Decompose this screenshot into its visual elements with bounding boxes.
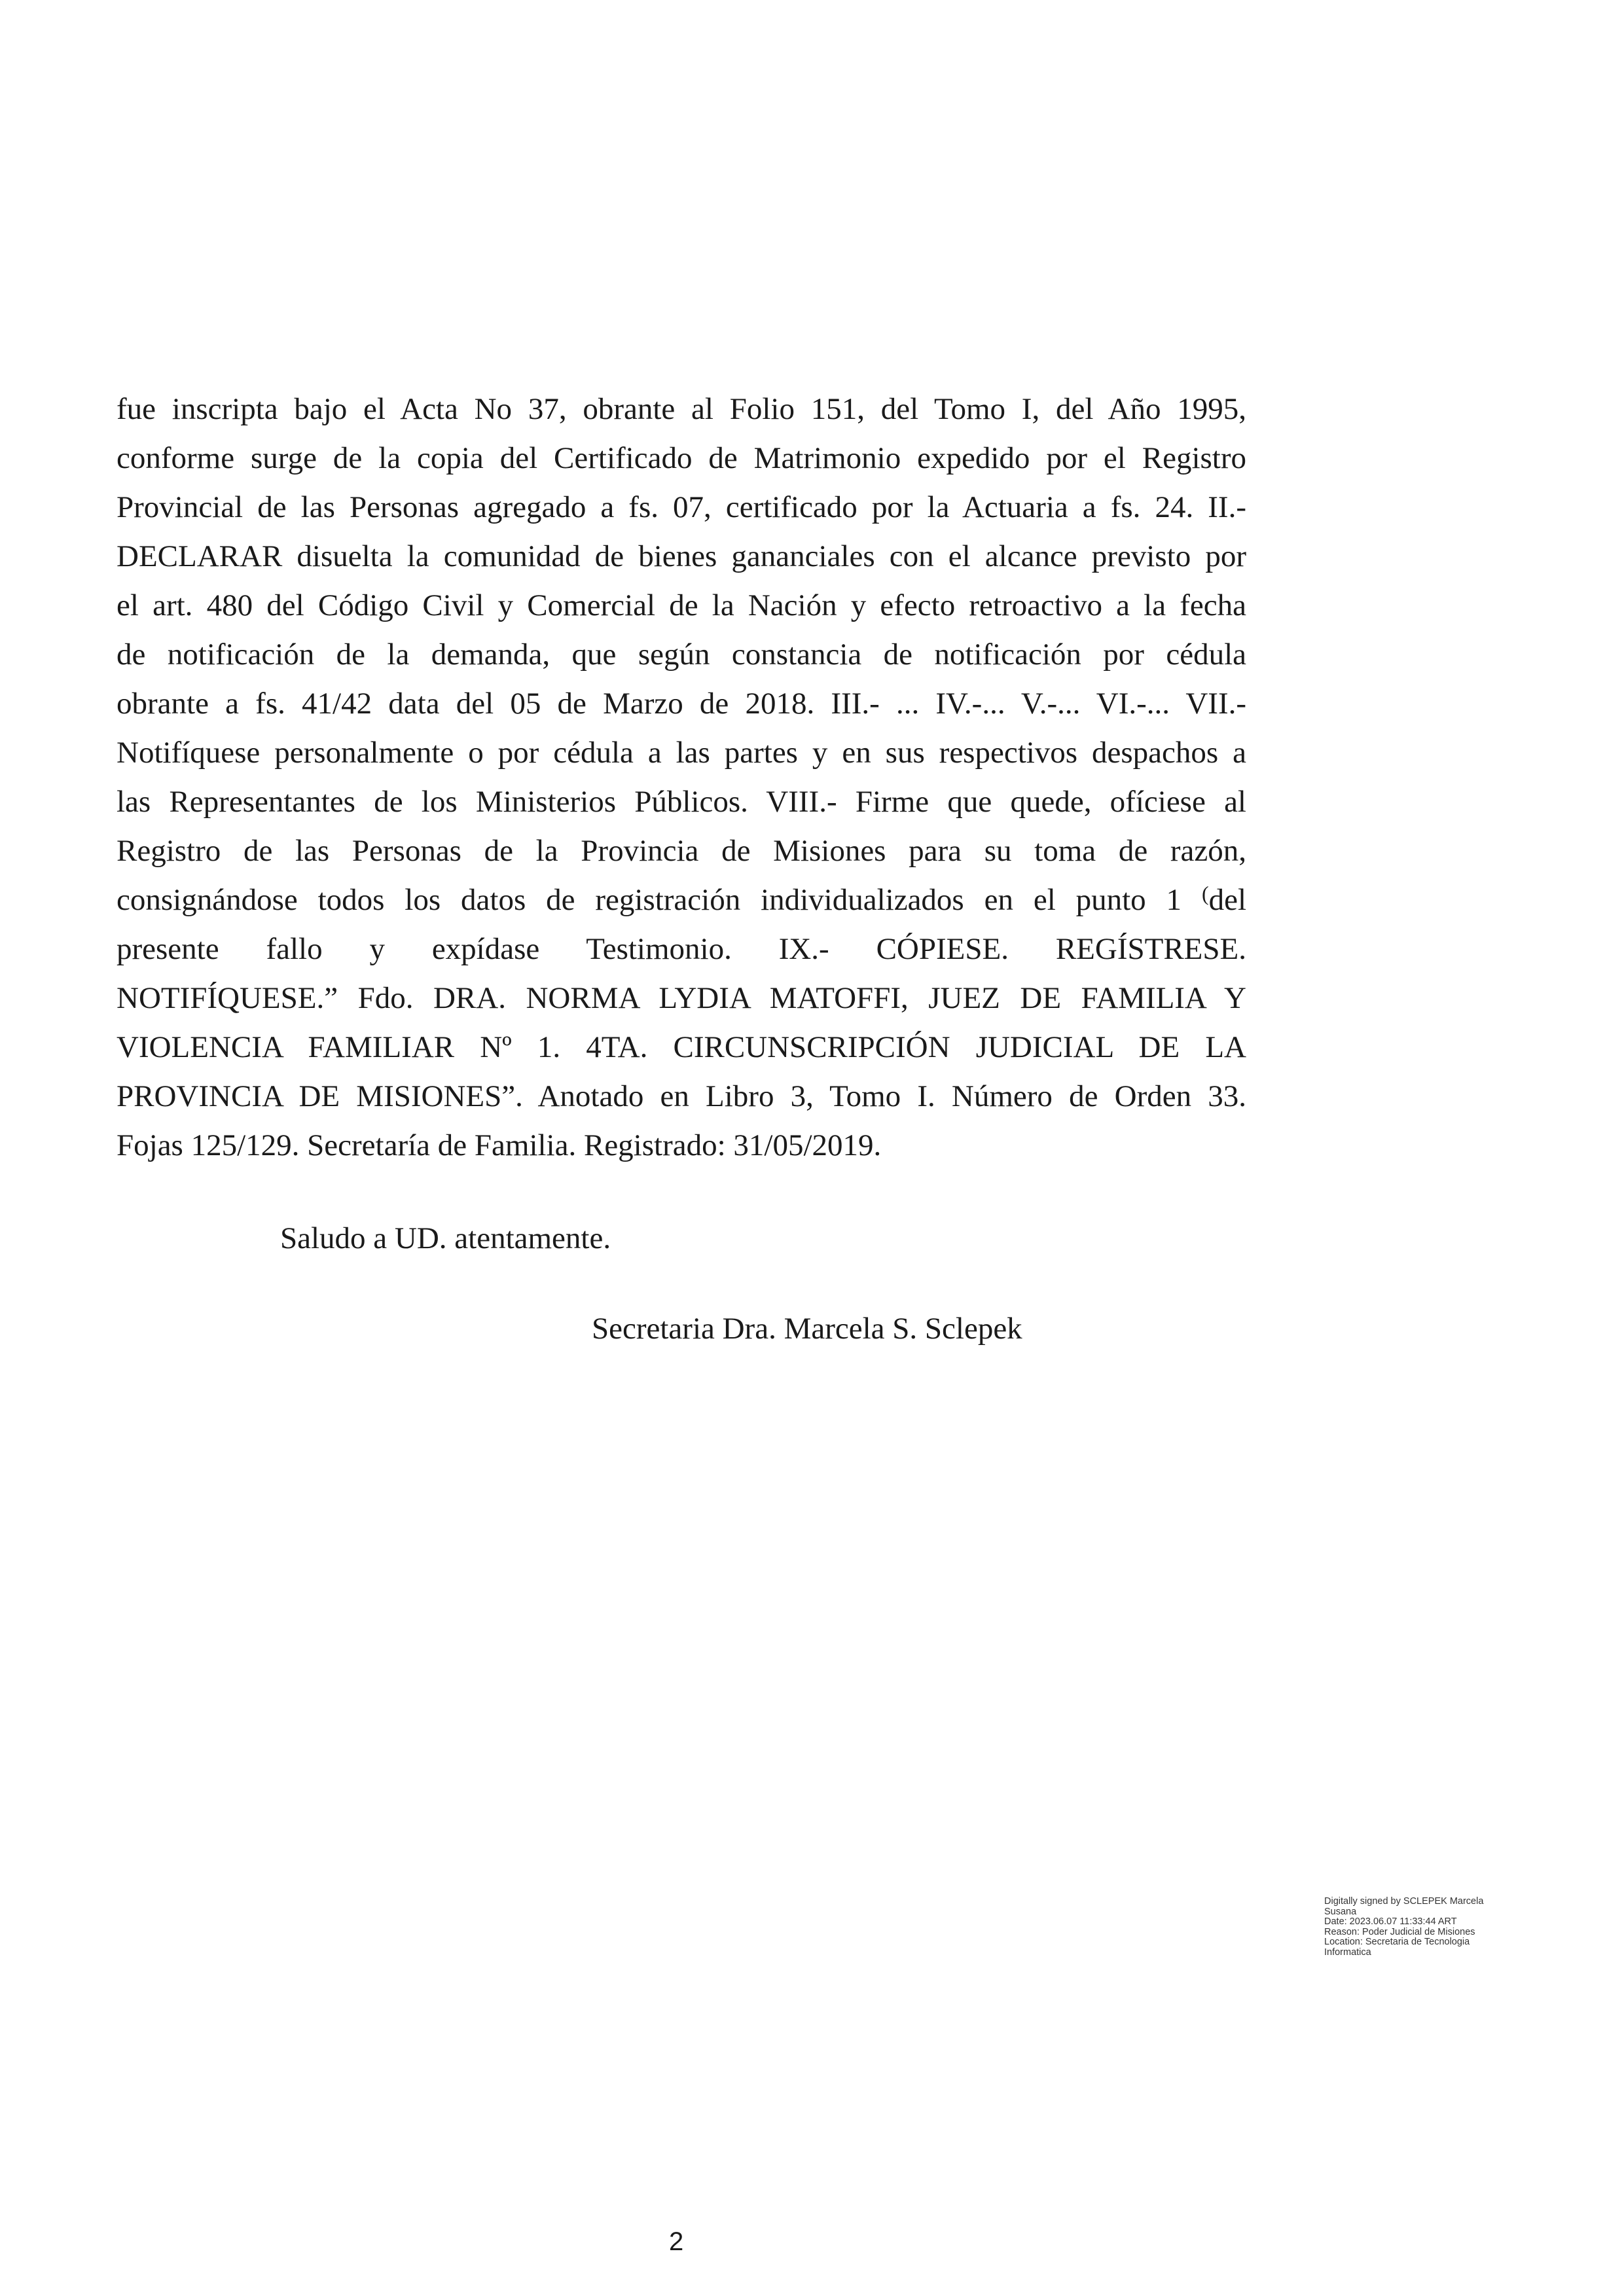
body-line: de notificación de la demanda, que según constancia de notificación por cédula (117, 637, 1246, 672)
body-line: las Representantes de los Ministerios Públicos. VIII.- Firme que quede, ofíciese al (117, 785, 1246, 819)
signer-name: Secretaria Dra. Marcela S. Sclepek (592, 1312, 1022, 1346)
stamp-line: Informatica (1324, 1946, 1371, 1958)
body-line: PROVINCIA DE MISIONES”. Anotado en Libro 3, Tomo I. Número de Orden 33. (117, 1079, 1246, 1113)
document-body (117, 385, 1246, 1170)
body-line-tail-text: del (1208, 883, 1247, 917)
body-line: VIOLENCIA FAMILIAR Nº 1. 4TA. CIRCUNSCRIPCIÓN JUDICIAL DE LA (117, 1030, 1246, 1064)
body-line: NOTIFÍQUESE.” Fdo. DRA. NORMA LYDIA MATOFFI, JUEZ DE FAMILIA Y (117, 981, 1246, 1015)
body-line: Provincial de las Personas agregado a fs. 07, certificado por la Actuaria a fs. 24. II.- (117, 490, 1246, 524)
body-line-tail (1202, 883, 1246, 917)
body-line: Fojas 125/129. Secretaría de Familia. Registrado: 31/05/2019. (117, 1128, 882, 1162)
superscript-mark: ( (1201, 882, 1209, 905)
digital-signature-stamp (1324, 1897, 1540, 1958)
body-line: obrante a fs. 41/42 data del 05 de Marzo de 2018. III.- ... IV.-... V.-... VI.-... VII.- (117, 687, 1246, 721)
body-line-with-superscript (117, 876, 1246, 925)
body-line: el art. 480 del Código Civil y Comercial de la Nación y efecto retroactivo a la fecha (117, 588, 1246, 622)
stamp-line: Susana (1324, 1906, 1357, 1917)
body-line: fue inscripta bajo el Acta No 37, obrante al Folio 151, del Tomo I, del Año 1995, (117, 392, 1246, 426)
body-line: presente fallo y expídase Testimonio. IX.- CÓPIESE. REGÍSTRESE. (117, 932, 1246, 966)
page-number: 2 (669, 2227, 684, 2256)
body-line: conforme surge de la copia del Certificado de Matrimonio expedido por el Registro (117, 441, 1246, 475)
body-line-text: consignándose todos los datos de registración individualizados en el punto 1 (117, 883, 1182, 917)
stamp-line: Date: 2023.06.07 11:33:44 ART (1324, 1916, 1457, 1927)
stamp-line: Location: Secretaria de Tecnologia (1324, 1937, 1470, 1947)
stamp-line: Digitally signed by SCLEPEK Marcela (1324, 1896, 1484, 1907)
body-line: Registro de las Personas de la Provincia de Misiones para su toma de razón, (117, 834, 1246, 868)
body-line: DECLARAR disuelta la comunidad de bienes gananciales con el alcance previsto por (117, 539, 1246, 573)
stamp-line: Reason: Poder Judicial de Misiones (1324, 1926, 1475, 1937)
body-line: Notifíquese personalmente o por cédula a las partes y en sus respectivos despachos a (117, 736, 1246, 770)
closing-greeting: Saludo a UD. atentamente. (280, 1221, 611, 1255)
